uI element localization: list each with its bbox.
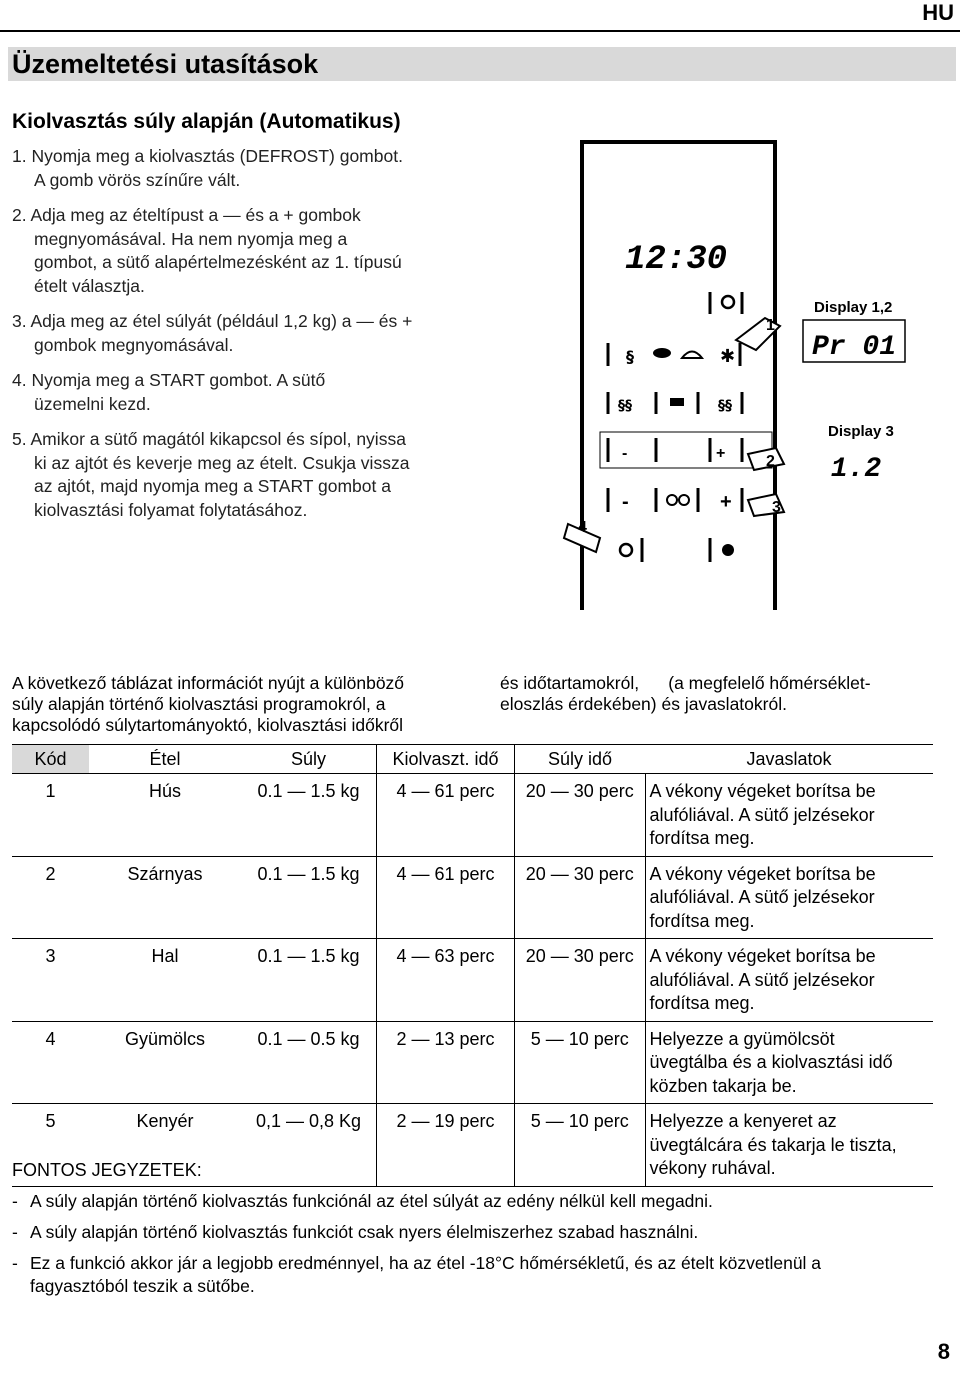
page-title: Üzemeltetési utasítások	[12, 49, 319, 79]
javaslat-line: alufóliával. A sütő jelzésekor	[649, 887, 875, 907]
cell-kiolvaszt: 4 — 61 perc	[377, 856, 515, 939]
display-3-label: Display 3	[828, 423, 894, 440]
poultry-icon	[682, 352, 702, 359]
cell-suly: 0.1 — 0.5 kg	[241, 1021, 377, 1104]
header-rule	[0, 30, 960, 32]
panel-frame	[582, 142, 775, 610]
javaslat-line: üvegtálcára és takarja le tiszta,	[649, 1134, 897, 1155]
step-line: ki az ajtót és keverje meg az ételt. Csukja vissza	[34, 452, 410, 473]
javaslat-line: alufóliával. A sütő jelzésekor	[649, 804, 875, 825]
note-line: Ez a funkció akkor jár a legjobb eredménnyel, ha az étel -18°C hőmérsékletű, és az ételt közvetlenül a	[30, 1253, 822, 1273]
step-1	[12, 145, 469, 192]
cell-kod: 3	[12, 939, 89, 1022]
table-row	[12, 1021, 933, 1104]
cell-etel: Hús	[89, 774, 241, 857]
clock-icon	[722, 296, 734, 308]
note-line: A súly alapján történő kiolvasztás funkciót csak nyers élelmiszerhez szabad használni.	[30, 1222, 699, 1242]
weight-icon	[679, 495, 689, 505]
hand-label-2: 2	[766, 453, 775, 470]
instruction-steps	[12, 145, 469, 534]
cell-suly-ido: 5 — 10 perc	[515, 1021, 646, 1104]
defrost-icon: ✱	[720, 346, 736, 367]
javaslat-line: közben takarja be.	[649, 1075, 797, 1096]
control-panel-diagram	[560, 140, 950, 615]
step-line: ételt választja.	[34, 275, 145, 296]
cell-suly: 0.1 — 1.5 kg	[241, 774, 377, 857]
cell-suly-ido: 5 — 10 perc	[515, 1104, 646, 1187]
step-line: 5. Amikor a sütő magától kikapcsol és sípol, nyissa	[12, 429, 406, 449]
step-line: 1. Nyomja meg a kiolvasztás (DEFROST) gombot.	[12, 146, 403, 166]
step-5	[12, 428, 469, 522]
defrost-table	[12, 744, 933, 1187]
cell-kod: 1	[12, 774, 89, 857]
language-tag: HU	[922, 0, 954, 25]
hand-label-3: 3	[772, 499, 781, 516]
intro-line: súly alapján történő kiolvasztási programokról, a	[12, 694, 386, 714]
javaslat-line: A vékony végeket borítsa be	[649, 946, 876, 966]
microwave-icon: §	[626, 347, 634, 366]
note-item	[12, 1190, 947, 1213]
col-header-javaslatok: Javaslatok	[645, 745, 933, 774]
note-dash: -	[12, 1253, 18, 1273]
table-row	[12, 856, 933, 939]
stop-icon	[722, 544, 734, 556]
step-line: üzemelni kezd.	[34, 393, 151, 414]
notes-list	[12, 1190, 947, 1306]
step-3	[12, 310, 469, 357]
cell-suly: 0.1 — 1.5 kg	[241, 856, 377, 939]
col-header-suly-ido: Súly idő	[515, 745, 646, 774]
cell-javaslat	[645, 939, 933, 1022]
cell-suly-ido: 20 — 30 perc	[515, 774, 646, 857]
javaslat-line: alufóliával. A sütő jelzésekor	[649, 969, 875, 990]
clock-value: 12:30	[624, 241, 728, 279]
cell-kiolvaszt: 4 — 63 perc	[377, 939, 515, 1022]
display-3-value: 1.2	[830, 454, 882, 485]
cell-javaslat	[645, 856, 933, 939]
note-dash: -	[12, 1222, 18, 1242]
step-line: A gomb vörös színűre vált.	[34, 169, 241, 190]
cell-javaslat	[645, 1021, 933, 1104]
section-subtitle: Kiolvasztás súly alapján (Automatikus)	[12, 110, 401, 133]
table-intro-right	[500, 673, 940, 715]
col-header-etel: Étel	[89, 745, 241, 774]
note-line: A súly alapján történő kiolvasztás funkciónál az étel súlyát az edény nélkül kell megadni.	[30, 1191, 713, 1211]
javaslat-line: fordítsa meg.	[649, 910, 755, 931]
cell-kiolvaszt: 2 — 19 perc	[377, 1104, 515, 1187]
hand-label-1: 1	[766, 317, 775, 334]
big-plus-button[interactable]: +	[716, 445, 726, 462]
table-header-row	[12, 745, 933, 774]
step-line: kiolvasztási folyamat folytatásához.	[34, 499, 308, 520]
javaslat-line: Helyezze a gyümölcsöt	[649, 1028, 835, 1049]
step-line: 2. Adja meg az ételtípust a — és a + gombok	[12, 205, 361, 225]
display-12-value: Pr 01	[811, 332, 897, 363]
step-line: 3. Adja meg az étel súlyát (például 1,2 kg) a — és +	[12, 311, 413, 331]
convection-icon: §§	[718, 398, 732, 414]
javaslat-line: Helyezze a kenyeret az	[649, 1111, 837, 1131]
step-line: gombok megnyomásával.	[34, 334, 234, 355]
javaslat-line: fordítsa meg.	[649, 993, 755, 1013]
hand-label-4: 4	[578, 519, 587, 536]
col-header-kod: Kód	[12, 745, 89, 774]
table-row	[12, 939, 933, 1022]
cell-kiolvaszt: 4 — 61 perc	[377, 774, 515, 857]
page-number: 8	[937, 1339, 950, 1364]
cell-etel: Gyümölcs	[89, 1021, 241, 1104]
title-bar	[8, 47, 956, 81]
table-intro-left	[12, 673, 482, 736]
table-row	[12, 774, 933, 857]
grill-icon: §§	[618, 398, 632, 414]
notes-title: FONTOS JEGYZETEK:	[12, 1160, 202, 1180]
javaslat-line: A vékony végeket borítsa be	[649, 781, 876, 801]
cell-kod: 2	[12, 856, 89, 939]
cell-javaslat	[645, 1104, 933, 1187]
combi-icon	[670, 398, 684, 406]
step-line: gombot, a sütő alapértelmezésként az 1. típusú	[34, 252, 402, 272]
intro-line: eloszlás érdekében) és javaslatokról.	[500, 694, 787, 714]
step-4	[12, 369, 469, 416]
cell-suly: 0.1 — 1.5 kg	[241, 939, 377, 1022]
note-item	[12, 1252, 947, 1298]
col-header-kiolvaszt: Kiolvaszt. idő	[377, 745, 515, 774]
step-line: az ajtót, majd nyomja meg a START gombot a	[34, 476, 391, 496]
cell-etel: Kenyér	[89, 1104, 241, 1187]
javaslat-line: üvegtálba és a kiolvasztási idő	[649, 1052, 893, 1072]
power-icon	[620, 544, 632, 556]
meat-icon	[653, 348, 671, 358]
cell-etel: Hal	[89, 939, 241, 1022]
minus-button[interactable]: -	[622, 491, 629, 513]
note-dash: -	[12, 1191, 18, 1211]
note-line: fagyasztóból teszik a sütőbe.	[30, 1276, 255, 1296]
javaslat-line: vékony ruhával.	[649, 1158, 776, 1178]
cell-suly-ido: 20 — 30 perc	[515, 939, 646, 1022]
note-item	[12, 1221, 947, 1244]
cell-etel: Szárnyas	[89, 856, 241, 939]
cell-kiolvaszt: 2 — 13 perc	[377, 1021, 515, 1104]
big-minus-button[interactable]: -	[622, 445, 628, 462]
javaslat-line: fordítsa meg.	[649, 828, 755, 848]
weight-icon	[667, 495, 677, 505]
cell-kod: 5	[12, 1104, 89, 1187]
col-header-suly: Súly	[241, 745, 377, 774]
cell-suly: 0,1 — 0,8 Kg	[241, 1104, 377, 1187]
display-12-label: Display 1,2	[814, 299, 893, 316]
cell-kod: 4	[12, 1021, 89, 1104]
intro-line: kapcsolódó súlytartományoktó, kiolvasztási időkről	[12, 715, 404, 735]
cell-javaslat	[645, 774, 933, 857]
step-2	[12, 204, 469, 298]
intro-line: A következő táblázat információt nyújt a különböző	[12, 673, 405, 693]
javaslat-line: A vékony végeket borítsa be	[649, 863, 876, 884]
cell-suly-ido: 20 — 30 perc	[515, 856, 646, 939]
step-line: 4. Nyomja meg a START gombot. A sütő	[12, 370, 326, 390]
step-line: megnyomásával. Ha nem nyomja meg a	[34, 228, 348, 249]
intro-line: és időtartamokról, (a megfelelő hőmérséklet-	[500, 673, 871, 693]
plus-button[interactable]: +	[720, 491, 732, 513]
